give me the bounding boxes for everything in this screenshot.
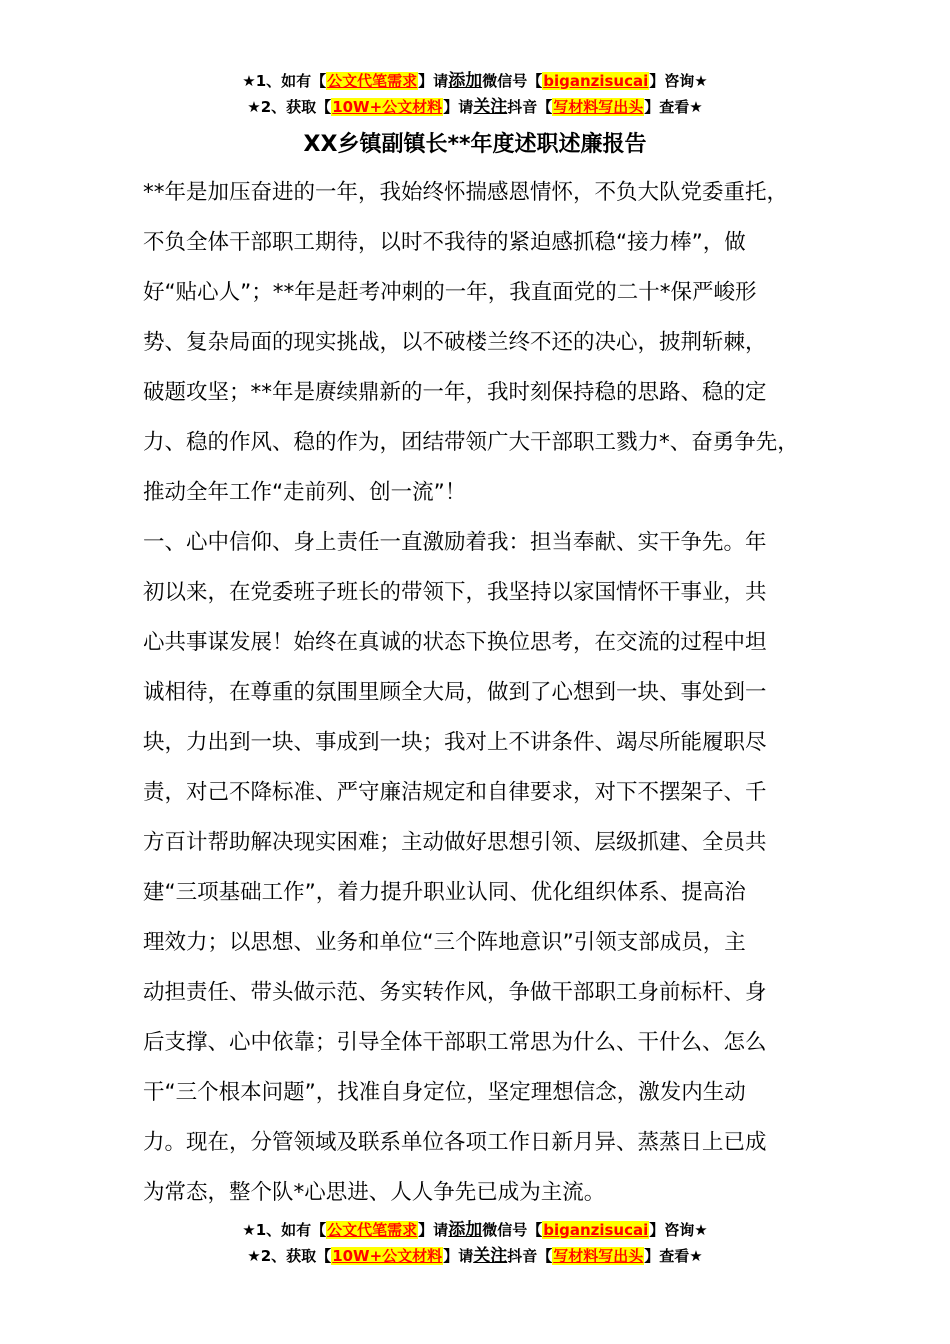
text-line: 好“贴心人”；**年是赶考冲刺的一年，我直面党的二十*保严峻形 [143, 280, 757, 305]
promo-highlight: 10W+公文材料 [332, 1247, 443, 1265]
promo-banner-top [0, 68, 950, 120]
promo-banner-bottom [0, 1217, 950, 1269]
promo-text: 】请 [418, 72, 449, 90]
promo-line-1 [0, 68, 950, 94]
text-line: 力。现在，分管领域及联系单位各项工作日新月异、蒸蒸日上已成 [143, 1130, 767, 1155]
text-line: 干“三个根本问题”，找准自身定位，坚定理想信念，激发内生动 [143, 1080, 746, 1105]
promo-text: 】查看★ [644, 1247, 703, 1265]
promo-text: ★1、如有【 [242, 72, 327, 90]
paragraph-section-1 [143, 518, 843, 1218]
text-line: 理效力；以思想、业务和单位“三个阵地意识”引领支部成员，主 [143, 930, 746, 955]
promo-text: ★2、获取【 [247, 1247, 332, 1265]
promo-text: 微信号【 [482, 1221, 543, 1239]
text-line: **年是加压奋进的一年，我始终怀揣感恩情怀，不负大队党委重托， [143, 180, 789, 205]
text-line: 动担责任、带头做示范、务实转作风，争做干部职工身前标杆、身 [143, 980, 767, 1005]
promo-line-2 [0, 1243, 950, 1269]
text-line: 块，力出到一块、事成到一块；我对上不讲条件、竭尽所能履职尽 [143, 730, 767, 755]
promo-highlight: 公文代笔需求 [327, 72, 418, 90]
promo-text: 】请 [443, 98, 474, 116]
promo-douyin-id: 写材料写出头 [553, 98, 644, 116]
promo-line-1 [0, 1217, 950, 1243]
paragraph-intro [143, 168, 843, 518]
promo-emphasis: 添加 [448, 1220, 483, 1240]
text-line: 力、稳的作风、稳的作为，团结带领广大干部职工戮力*、奋勇争先， [143, 430, 799, 455]
text-line: 诚相待，在尊重的氛围里顾全大局，做到了心想到一块、事处到一 [143, 680, 767, 705]
promo-text: 】咨询★ [649, 1221, 708, 1239]
promo-highlight: 公文代笔需求 [327, 1221, 418, 1239]
promo-line-2 [0, 94, 950, 120]
promo-emphasis: 关注 [473, 97, 508, 117]
promo-highlight: 10W+公文材料 [332, 98, 443, 116]
text-line: 为常态，整个队*心思进、人人争先已成为主流。 [143, 1180, 606, 1205]
text-line: 初以来，在党委班子班长的带领下，我坚持以家国情怀干事业，共 [143, 580, 767, 605]
text-line: 不负全体干部职工期待，以时不我待的紧迫感抓稳“接力棒”，做 [143, 230, 746, 255]
text-line: 责，对己不降标准、严守廉洁规定和自律要求，对下不摆架子、千 [143, 780, 767, 805]
text-line: 推动全年工作“走前列、创一流”！ [143, 480, 467, 505]
promo-wechat-id: biganzisucai [543, 1221, 649, 1239]
text-line: 后支撑、心中依靠；引导全体干部职工常思为什么、干什么、怎么 [143, 1030, 767, 1055]
promo-emphasis: 添加 [448, 71, 483, 91]
promo-text: 】咨询★ [649, 72, 708, 90]
promo-wechat-id: biganzisucai [543, 72, 649, 90]
promo-text: 抖音【 [507, 98, 553, 116]
document-body [143, 168, 843, 1218]
promo-text: 】请 [418, 1221, 449, 1239]
promo-text: 】查看★ [644, 98, 703, 116]
promo-douyin-id: 写材料写出头 [553, 1247, 644, 1265]
promo-text: 】请 [443, 1247, 474, 1265]
promo-text: ★2、获取【 [247, 98, 332, 116]
promo-text: ★1、如有【 [242, 1221, 327, 1239]
text-line: 建“三项基础工作”，着力提升职业认同、优化组织体系、提高治 [143, 880, 746, 905]
text-line: 心共事谋发展！始终在真诚的状态下换位思考，在交流的过程中坦 [143, 630, 767, 655]
promo-emphasis: 关注 [473, 1246, 508, 1266]
promo-text: 抖音【 [507, 1247, 553, 1265]
text-line: 势、复杂局面的现实挑战，以不破楼兰终不还的决心，披荆斩棘， [143, 330, 767, 355]
promo-text: 微信号【 [482, 72, 543, 90]
text-line: 破题攻坚；**年是赓续鼎新的一年，我时刻保持稳的思路、稳的定 [143, 380, 767, 405]
text-line: 方百计帮助解决现实困难；主动做好思想引领、层级抓建、全员共 [143, 830, 767, 855]
document-title: XX乡镇副镇长**年度述职述廉报告 [303, 132, 647, 157]
text-line: 一、心中信仰、身上责任一直激励着我：担当奉献、实干争先。年 [143, 530, 767, 555]
